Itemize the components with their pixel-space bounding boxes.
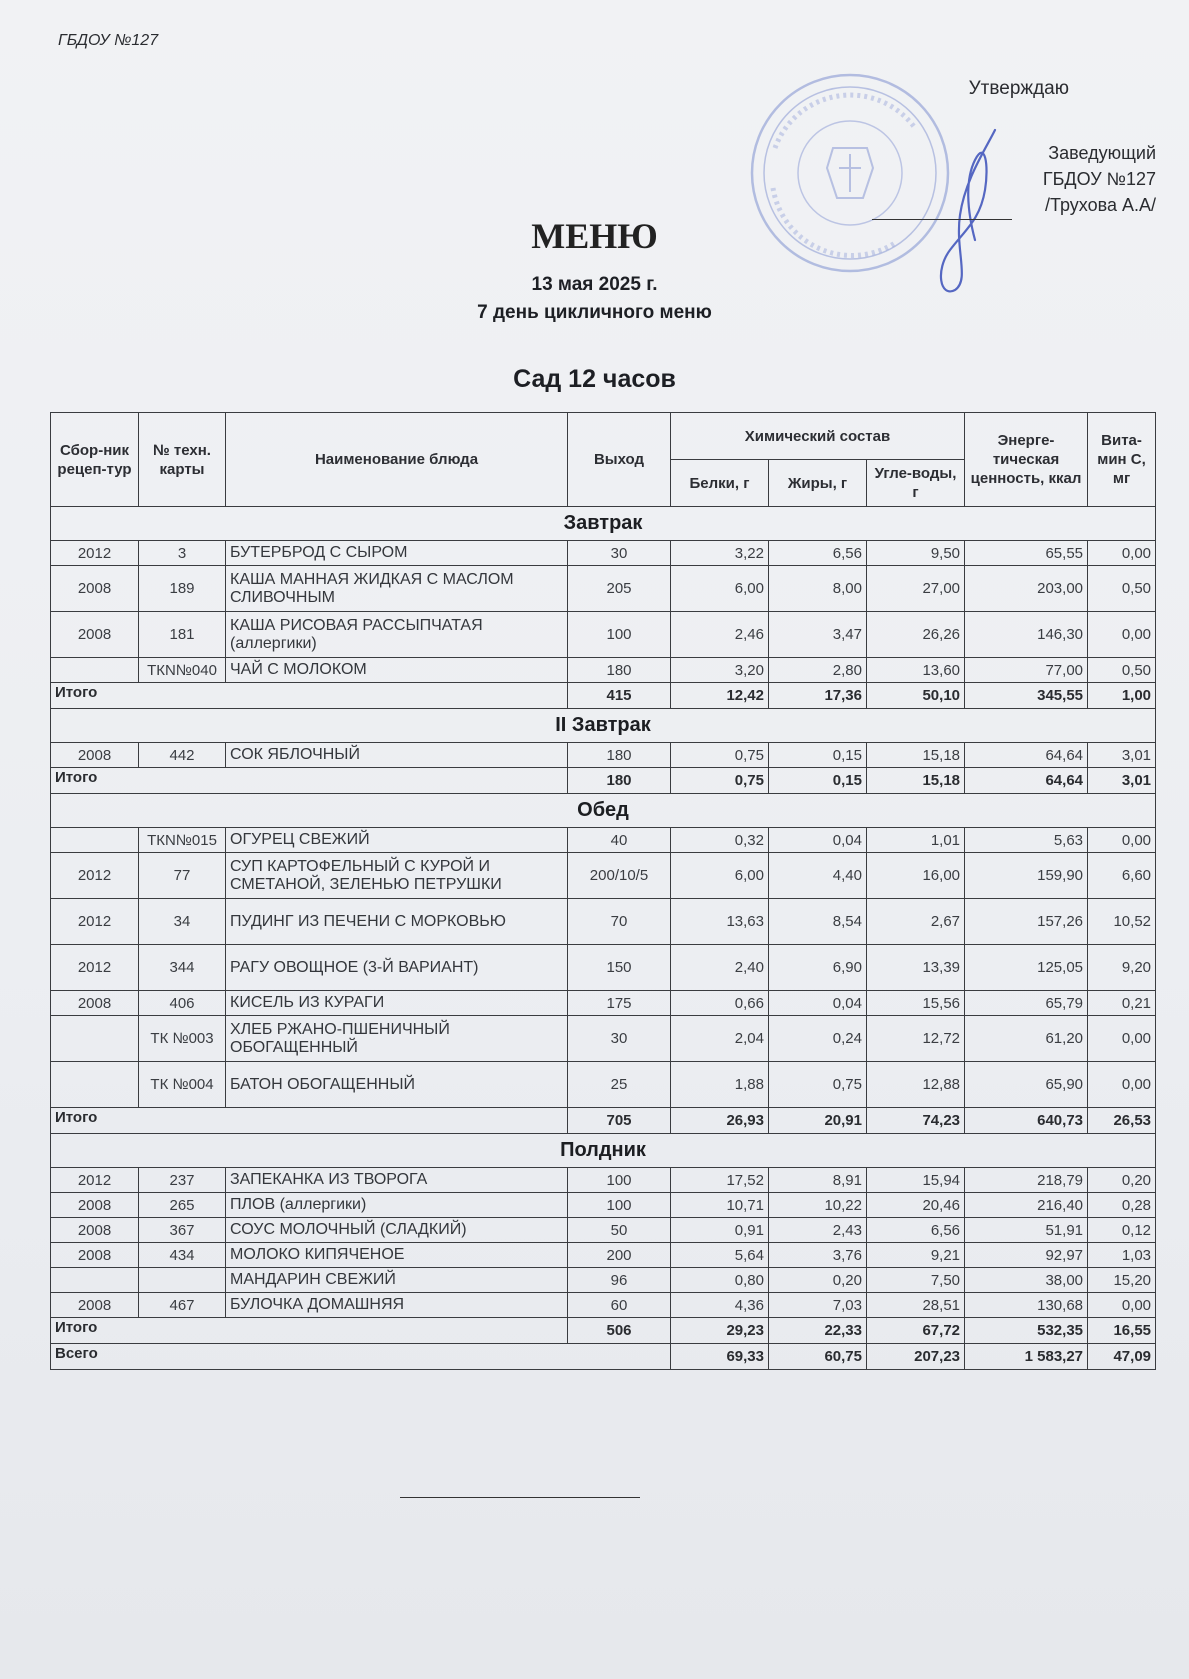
cell-protein: 10,71 [671,1193,769,1218]
total-fat: 0,15 [769,768,867,794]
cell-dish: БУТЕРБРОД С СЫРОМ [226,541,568,566]
cell-yield: 100 [568,612,671,658]
cell-fat: 3,47 [769,612,867,658]
total-energy: 532,35 [965,1318,1088,1344]
total-vitamin-c: 3,01 [1088,768,1156,794]
total-protein: 0,75 [671,768,769,794]
cell-protein: 0,66 [671,991,769,1016]
cell-dish: СОК ЯБЛОЧНЫЙ [226,743,568,768]
cell-fat: 0,20 [769,1268,867,1293]
cell-carbs: 13,39 [867,945,965,991]
header-energy: Энерге-тическая ценность, ккал [965,413,1088,507]
cell-collection: 2008 [51,1293,139,1318]
table-row [51,828,1156,853]
table-header [51,413,1156,507]
header-yield: Выход [568,413,671,507]
cell-dish: СОУС МОЛОЧНЫЙ (СЛАДКИЙ) [226,1218,568,1243]
cell-energy: 125,05 [965,945,1088,991]
cell-protein: 13,63 [671,899,769,945]
cell-energy: 203,00 [965,566,1088,612]
cell-protein: 0,80 [671,1268,769,1293]
cell-energy: 5,63 [965,828,1088,853]
cell-carbs: 2,67 [867,899,965,945]
cell-card: 434 [139,1243,226,1268]
section-title: Обед [51,794,1156,828]
cell-carbs: 12,72 [867,1016,965,1062]
total-fat: 17,36 [769,683,867,709]
cell-protein: 17,52 [671,1168,769,1193]
cell-energy: 130,68 [965,1293,1088,1318]
grand-total-label: Всего [51,1344,671,1370]
cell-vitamin-c: 0,21 [1088,991,1156,1016]
cell-energy: 64,64 [965,743,1088,768]
cell-dish: ЗАПЕКАНКА ИЗ ТВОРОГА [226,1168,568,1193]
cell-vitamin-c: 0,00 [1088,612,1156,658]
cell-card: 189 [139,566,226,612]
cell-protein: 2,04 [671,1016,769,1062]
cell-protein: 2,46 [671,612,769,658]
table-row [51,612,1156,658]
header-protein: Белки, г [671,460,769,507]
cell-card: ТКN№015 [139,828,226,853]
cell-yield: 175 [568,991,671,1016]
cell-vitamin-c: 0,00 [1088,541,1156,566]
cell-carbs: 28,51 [867,1293,965,1318]
cell-carbs: 26,26 [867,612,965,658]
cell-protein: 1,88 [671,1062,769,1108]
cell-collection: 2008 [51,1193,139,1218]
cell-fat: 6,56 [769,541,867,566]
section-title: Завтрак [51,507,1156,541]
total-yield: 705 [568,1108,671,1134]
approver-name: /Трухова А.А/ [1045,195,1156,215]
cell-vitamin-c: 0,00 [1088,1293,1156,1318]
total-energy: 64,64 [965,768,1088,794]
cell-vitamin-c: 0,28 [1088,1193,1156,1218]
cell-vitamin-c: 0,50 [1088,658,1156,683]
cell-carbs: 12,88 [867,1062,965,1108]
total-vitamin-c: 16,55 [1088,1318,1156,1344]
cell-energy: 38,00 [965,1268,1088,1293]
cell-collection: 2008 [51,1218,139,1243]
table-row [51,1243,1156,1268]
cell-yield: 50 [568,1218,671,1243]
menu-cycle-day: 7 день цикличного меню [477,302,712,323]
cell-energy: 92,97 [965,1243,1088,1268]
total-carbs: 15,18 [867,768,965,794]
cell-carbs: 7,50 [867,1268,965,1293]
cell-collection: 2012 [51,945,139,991]
cell-dish: КАША РИСОВАЯ РАССЫПЧАТАЯ (аллергики) [226,612,568,658]
cell-collection [51,828,139,853]
approver-position: Заведующий [1048,143,1156,163]
total-row [51,768,1156,794]
cell-carbs: 15,18 [867,743,965,768]
header-collection: Сбор-ник рецеп-тур [51,413,139,507]
cell-carbs: 20,46 [867,1193,965,1218]
cell-protein: 4,36 [671,1293,769,1318]
cell-dish: ХЛЕБ РЖАНО-ПШЕНИЧНЫЙ ОБОГАЩЕННЫЙ [226,1016,568,1062]
cell-card: 265 [139,1193,226,1218]
cell-fat: 0,75 [769,1062,867,1108]
cell-carbs: 9,50 [867,541,965,566]
cell-collection: 2008 [51,612,139,658]
table-row [51,1193,1156,1218]
cell-fat: 0,15 [769,743,867,768]
cell-card: 442 [139,743,226,768]
cell-dish: МАНДАРИН СВЕЖИЙ [226,1268,568,1293]
total-protein: 26,93 [671,1108,769,1134]
cell-dish: БУЛОЧКА ДОМАШНЯЯ [226,1293,568,1318]
cell-yield: 30 [568,1016,671,1062]
total-energy: 345,55 [965,683,1088,709]
cell-vitamin-c: 0,00 [1088,828,1156,853]
cell-carbs: 13,60 [867,658,965,683]
cell-protein: 0,32 [671,828,769,853]
cell-card: 34 [139,899,226,945]
total-carbs: 74,23 [867,1108,965,1134]
cell-vitamin-c: 0,00 [1088,1016,1156,1062]
cell-vitamin-c: 0,12 [1088,1218,1156,1243]
cell-fat: 8,91 [769,1168,867,1193]
cell-card: ТК №004 [139,1062,226,1108]
total-vitamin-c: 26,53 [1088,1108,1156,1134]
cell-vitamin-c: 15,20 [1088,1268,1156,1293]
total-row [51,683,1156,709]
cell-energy: 218,79 [965,1168,1088,1193]
cell-fat: 4,40 [769,853,867,899]
total-label: Итого [51,768,568,794]
cell-collection [51,1062,139,1108]
cell-collection: 2012 [51,1168,139,1193]
cell-vitamin-c: 0,20 [1088,1168,1156,1193]
header-card: № техн. карты [139,413,226,507]
cell-protein: 2,40 [671,945,769,991]
table-row [51,1293,1156,1318]
organization-name: ГБДОУ №127 [58,32,159,49]
section-row [51,794,1156,828]
cell-dish: ПУДИНГ ИЗ ПЕЧЕНИ С МОРКОВЬЮ [226,899,568,945]
grand-total-fat: 60,75 [769,1344,867,1370]
cell-yield: 40 [568,828,671,853]
cell-vitamin-c: 1,03 [1088,1243,1156,1268]
total-row [51,1108,1156,1134]
cell-carbs: 16,00 [867,853,965,899]
total-carbs: 67,72 [867,1318,965,1344]
cell-energy: 65,79 [965,991,1088,1016]
cell-protein: 0,91 [671,1218,769,1243]
cell-fat: 2,80 [769,658,867,683]
cell-dish: СУП КАРТОФЕЛЬНЫЙ С КУРОЙ И СМЕТАНОЙ, ЗЕЛЕНЬЮ ПЕТРУШКИ [226,853,568,899]
cell-card: 406 [139,991,226,1016]
table-row [51,658,1156,683]
cell-yield: 60 [568,1293,671,1318]
cell-yield: 70 [568,899,671,945]
cell-yield: 100 [568,1168,671,1193]
table-body [51,507,1156,1370]
table-row [51,853,1156,899]
cell-collection: 2008 [51,991,139,1016]
total-energy: 640,73 [965,1108,1088,1134]
cell-yield: 150 [568,945,671,991]
cell-vitamin-c: 0,50 [1088,566,1156,612]
total-label: Итого [51,683,568,709]
cell-collection: 2012 [51,853,139,899]
header-dish: Наименование блюда [226,413,568,507]
total-label: Итого [51,1318,568,1344]
section-title: Полдник [51,1134,1156,1168]
cell-protein: 3,22 [671,541,769,566]
cell-card [139,1268,226,1293]
table-row [51,1268,1156,1293]
cell-carbs: 1,01 [867,828,965,853]
cell-card: 237 [139,1168,226,1193]
table-row [51,743,1156,768]
cell-yield: 180 [568,743,671,768]
cell-collection: 2008 [51,1243,139,1268]
cell-energy: 61,20 [965,1016,1088,1062]
cell-fat: 0,04 [769,828,867,853]
cell-collection: 2008 [51,743,139,768]
cell-vitamin-c: 10,52 [1088,899,1156,945]
cell-collection [51,1016,139,1062]
total-protein: 12,42 [671,683,769,709]
cell-dish: ОГУРЕЦ СВЕЖИЙ [226,828,568,853]
group-title: Сад 12 часов [513,365,676,393]
cell-energy: 159,90 [965,853,1088,899]
grand-total-energy: 1 583,27 [965,1344,1088,1370]
cell-fat: 0,04 [769,991,867,1016]
cell-energy: 65,55 [965,541,1088,566]
cell-dish: КИСЕЛЬ ИЗ КУРАГИ [226,991,568,1016]
section-row [51,507,1156,541]
total-fat: 20,91 [769,1108,867,1134]
total-label: Итого [51,1108,568,1134]
cell-card: ТКN№040 [139,658,226,683]
bottom-line [400,1497,640,1498]
cell-yield: 100 [568,1193,671,1218]
cell-fat: 2,43 [769,1218,867,1243]
cell-protein: 3,20 [671,658,769,683]
total-yield: 180 [568,768,671,794]
cell-dish: ЧАЙ С МОЛОКОМ [226,658,568,683]
table-row [51,541,1156,566]
cell-vitamin-c: 9,20 [1088,945,1156,991]
cell-carbs: 15,56 [867,991,965,1016]
total-yield: 415 [568,683,671,709]
cell-fat: 0,24 [769,1016,867,1062]
cell-energy: 146,30 [965,612,1088,658]
cell-protein: 6,00 [671,566,769,612]
cell-fat: 3,76 [769,1243,867,1268]
cell-yield: 205 [568,566,671,612]
signature [925,120,1015,300]
approval-heading: Утверждаю [968,78,1069,99]
header-carbs: Угле-воды, г [867,460,965,507]
cell-vitamin-c: 6,60 [1088,853,1156,899]
table-row [51,1218,1156,1243]
section-row [51,709,1156,743]
total-yield: 506 [568,1318,671,1344]
cell-fat: 6,90 [769,945,867,991]
cell-card: 467 [139,1293,226,1318]
cell-collection: 2012 [51,899,139,945]
table-row [51,899,1156,945]
cell-fat: 8,00 [769,566,867,612]
grand-total-vitamin-c: 47,09 [1088,1344,1156,1370]
cell-collection [51,658,139,683]
cell-carbs: 6,56 [867,1218,965,1243]
table-row [51,1016,1156,1062]
cell-dish: БАТОН ОБОГАЩЕННЫЙ [226,1062,568,1108]
cell-carbs: 15,94 [867,1168,965,1193]
cell-vitamin-c: 3,01 [1088,743,1156,768]
menu-date: 13 мая 2025 г. [531,274,658,295]
approver-organization: ГБДОУ №127 [1042,169,1156,189]
cell-card: 367 [139,1218,226,1243]
cell-card: 77 [139,853,226,899]
table-row [51,1062,1156,1108]
cell-fat: 8,54 [769,899,867,945]
cell-protein: 0,75 [671,743,769,768]
cell-card: 181 [139,612,226,658]
cell-yield: 180 [568,658,671,683]
cell-carbs: 9,21 [867,1243,965,1268]
total-fat: 22,33 [769,1318,867,1344]
cell-carbs: 27,00 [867,566,965,612]
cell-yield: 200/10/5 [568,853,671,899]
cell-card: ТК №003 [139,1016,226,1062]
total-row [51,1318,1156,1344]
cell-dish: РАГУ ОВОЩНОЕ (3-Й ВАРИАНТ) [226,945,568,991]
section-title: II Завтрак [51,709,1156,743]
cell-dish: КАША МАННАЯ ЖИДКАЯ С МАСЛОМ СЛИВОЧНЫМ [226,566,568,612]
menu-table [50,412,1156,1370]
table-row [51,566,1156,612]
header-vitamin-c: Вита-мин С, мг [1088,413,1156,507]
cell-dish: МОЛОКО КИПЯЧЕНОЕ [226,1243,568,1268]
cell-card: 344 [139,945,226,991]
total-vitamin-c: 1,00 [1088,683,1156,709]
total-protein: 29,23 [671,1318,769,1344]
cell-collection [51,1268,139,1293]
cell-collection: 2012 [51,541,139,566]
table-row [51,991,1156,1016]
grand-total-row [51,1344,1156,1370]
header-chemical: Химический состав [671,413,965,460]
header-fat: Жиры, г [769,460,867,507]
cell-yield: 25 [568,1062,671,1108]
cell-fat: 10,22 [769,1193,867,1218]
cell-yield: 96 [568,1268,671,1293]
cell-card: 3 [139,541,226,566]
page-title: МЕНЮ [531,216,658,256]
cell-energy: 51,91 [965,1218,1088,1243]
cell-protein: 5,64 [671,1243,769,1268]
cell-vitamin-c: 0,00 [1088,1062,1156,1108]
grand-total-carbs: 207,23 [867,1344,965,1370]
cell-energy: 77,00 [965,658,1088,683]
cell-energy: 65,90 [965,1062,1088,1108]
cell-collection: 2008 [51,566,139,612]
table-row [51,945,1156,991]
approver-block [1043,140,1156,218]
total-carbs: 50,10 [867,683,965,709]
section-row [51,1134,1156,1168]
cell-yield: 30 [568,541,671,566]
cell-protein: 6,00 [671,853,769,899]
cell-energy: 157,26 [965,899,1088,945]
cell-dish: ПЛОВ (аллергики) [226,1193,568,1218]
cell-fat: 7,03 [769,1293,867,1318]
cell-energy: 216,40 [965,1193,1088,1218]
cell-yield: 200 [568,1243,671,1268]
table-row [51,1168,1156,1193]
grand-total-protein: 69,33 [671,1344,769,1370]
